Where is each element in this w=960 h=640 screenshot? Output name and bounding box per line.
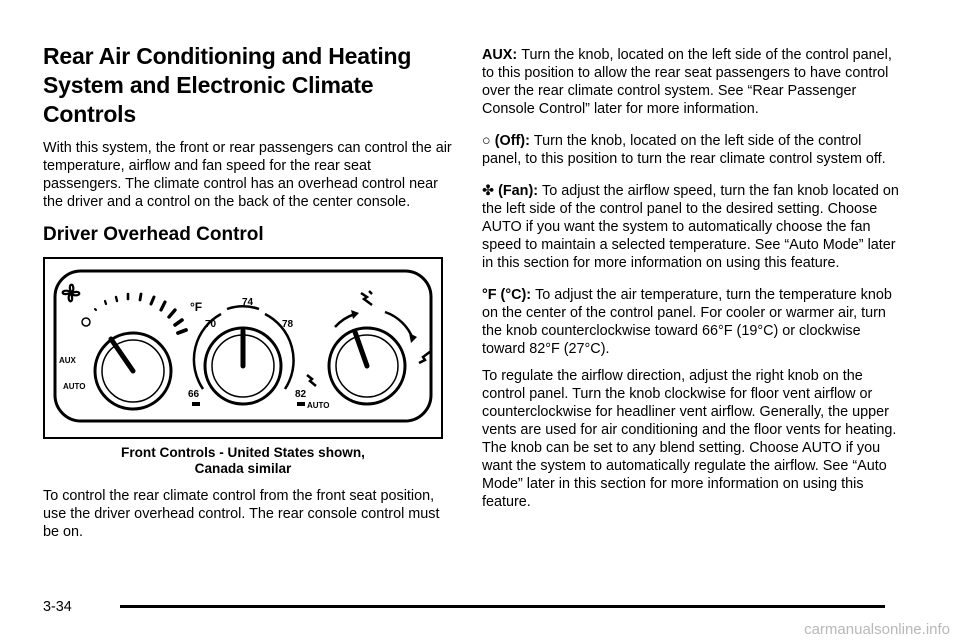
mode-arc-left: [335, 314, 355, 327]
hot-marker: [297, 402, 305, 406]
fan-lead: (Fan):: [498, 183, 539, 199]
fan-icon: ✤: [482, 183, 495, 199]
aux-text: Turn the knob, located on the left side of the control panel, to this position to allow the rear seat passengers to have control over the rear climate control system. See “Rear Passenger Console Control” later for more information.: [482, 47, 892, 117]
mode-arrow-left: [351, 310, 359, 319]
temp-82-label: 82: [295, 389, 307, 400]
left-column: [43, 42, 453, 541]
page-title: Rear Air Conditioning and Heating System and Electronic Climate Controls: [43, 43, 412, 127]
off-lead: (Off):: [494, 133, 530, 149]
floor-vent-icon: [419, 351, 431, 363]
temperature-text: To adjust the air temperature, turn the temperature knob on the center of the control panel. For cooler or warmer air, turn the knob counterclockwise toward 66°F (19°C) or clockwise toward 82°F (27°C).: [482, 287, 892, 357]
driver-control-paragraph: To control the rear climate control from the front seat position, use the driver overhead control. The rear console control must be on.: [43, 488, 440, 540]
right-column: [482, 46, 902, 520]
temp-70-label: 70: [205, 319, 217, 330]
caption-line-2: Canada similar: [194, 461, 292, 476]
vent-icon: [361, 291, 372, 305]
control-panel-illustration: [45, 259, 441, 437]
control-panel-figure: [43, 257, 443, 439]
temp-78-label: 78: [282, 319, 294, 330]
auto-label-right: AUTO: [307, 401, 330, 410]
fan-paragraph: [482, 182, 902, 272]
airflow-paragraph: To regulate the airflow direction, adjust the right knob on the control panel. Turn the knob clockwise for floor vent airflow or counterclockwise for headliner vent airflow. Generally, the upper vents are used for air conditioning and the floor vents for heating. The knob can be set to any blend setting. Choose AUTO if you want the system to automatically regulate the airflow. See “Auto Mode” later in this section for more information on using this feature.: [482, 368, 897, 510]
intro-paragraph: With this system, the front or rear passengers can control the air temperature, airflow and fan speed for the rear seat passengers. The climate control has an overhead control near the driver and a control on the back of the center console.: [43, 140, 452, 210]
aux-paragraph: [482, 46, 902, 118]
fan-speed-ticks: [95, 294, 186, 333]
aux-lead: AUX:: [482, 47, 518, 63]
figure-caption: [43, 445, 443, 477]
caption-line-1: Front Controls - United States shown,: [121, 445, 365, 460]
page-number: 3-34: [43, 599, 72, 615]
temperature-lead: °F (°C):: [482, 287, 532, 303]
footer-rule: [120, 605, 885, 608]
auto-label-left: AUTO: [63, 382, 86, 391]
temp-74-label: 74: [242, 297, 254, 308]
fan-icon: [63, 285, 80, 302]
temperature-paragraph: [482, 286, 902, 358]
mode-knob: [329, 328, 405, 404]
off-paragraph: [482, 132, 902, 168]
fan-knob: [95, 333, 171, 409]
off-icon: ○: [482, 133, 491, 149]
mode-arrow-right: [409, 333, 417, 343]
off-icon: [82, 318, 90, 326]
cold-marker: [192, 402, 200, 406]
off-text: Turn the knob, located on the left side of the control panel, to this position to turn the rear climate control system off.: [482, 133, 886, 167]
watermark: carmanualsonline.info: [804, 621, 950, 638]
temperature-knob: [205, 328, 281, 404]
fan-text: To adjust the airflow speed, turn the fan knob located on the left side of the control panel to the desired setting. Choose AUTO if you want the system to automatically choose the fan speed to maintain a selected temperature. See “Auto Mode” later in this section for more information on using this feature.: [482, 183, 899, 271]
temp-66-label: 66: [188, 389, 200, 400]
section-heading: Driver Overhead Control: [43, 224, 264, 245]
deg-f-label: °F: [190, 300, 203, 314]
aux-label: AUX: [59, 356, 76, 365]
auto-vent-icon: [307, 375, 316, 386]
